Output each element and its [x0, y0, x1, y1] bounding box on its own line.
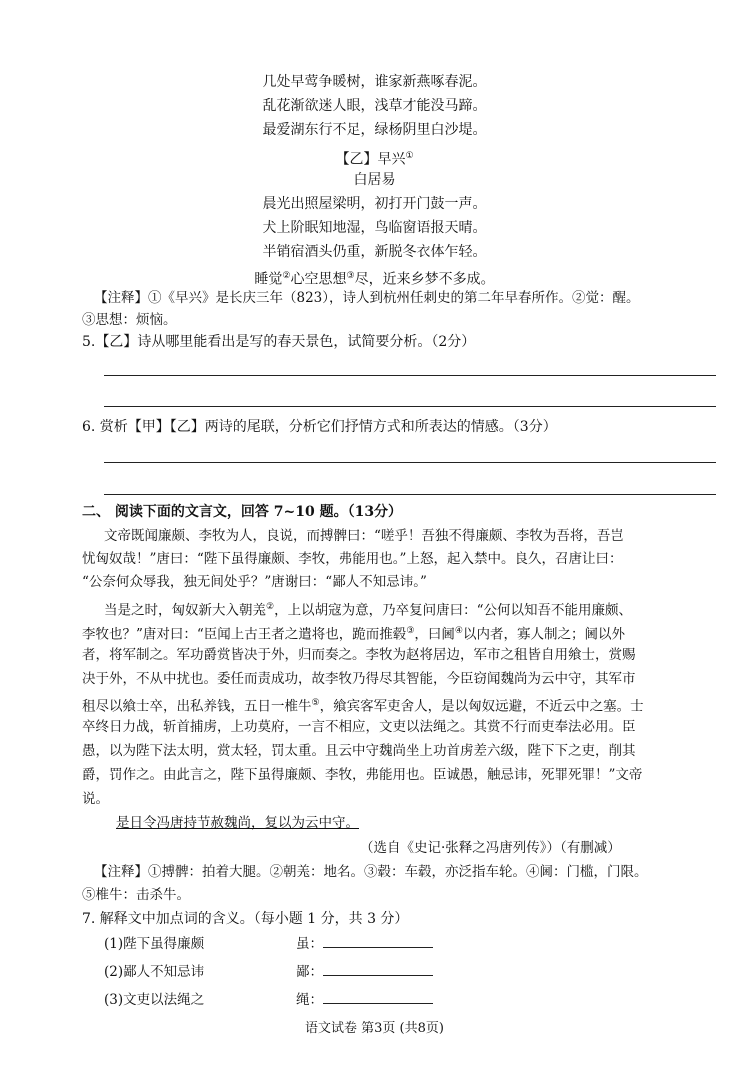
- passage-p2-line-2-note-3: ③: [406, 626, 415, 636]
- poem-jia-line-1: 几处早莺争暖树，谁家新燕啄春泥。: [262, 74, 487, 90]
- passage-p1-line-1: 文帝既闻廉颇、李牧为人，良说，而搏髀曰：“嗟乎！吾独不得廉颇、李牧为吾将，吾岂: [104, 528, 624, 544]
- passage-source: （选自《史记·张释之冯唐列传》）（有删减）: [360, 840, 621, 856]
- q7-item-3-answer: [296, 990, 433, 1010]
- q7-item-2-answer: [296, 962, 433, 982]
- q7-item-1-label: (1)陛下虽得廉颇: [104, 936, 205, 952]
- passage-p2-line-2-note-4: ④: [454, 626, 463, 636]
- passage-p2-line-2: [82, 621, 625, 645]
- poem-yi-line-3: 半销宿酒头仍重，新脱冬衣体乍轻。: [262, 244, 487, 260]
- q7-item-2-char: 鄙：: [296, 964, 323, 980]
- q6-answer-line-2[interactable]: [104, 494, 716, 495]
- note2-line-2: ⑤椎牛：击杀牛。: [82, 887, 190, 903]
- passage-p3-underlined: 是日令冯唐持节赦魏尚，复以为云中守。: [116, 815, 359, 831]
- poem-yi-line-4-c: 尽，近来乡梦不多成。: [354, 271, 495, 288]
- poem-yi-line-4-b: 心空思想: [290, 271, 347, 288]
- q7-item-3-label: (3)文吏以法绳之: [104, 992, 205, 1008]
- poem-yi-title: [0, 146, 749, 170]
- note1-line-1: 【注释】①《早兴》是长庆三年（823），诗人到杭州任刺史的第二年早春所作。②觉：醒。: [94, 290, 640, 306]
- poem-yi-line-4-note-2: ②: [282, 271, 291, 281]
- q6-answer-line-1[interactable]: [104, 462, 716, 463]
- passage-p2-line-5: [82, 693, 644, 717]
- passage-p2-line-5-b: ，飨宾客军吏舍人，是以匈奴远避，不近云中之塞。士: [319, 698, 644, 715]
- note1-line-2: ③思想：烦恼。: [82, 312, 177, 328]
- poem-yi-line-2: 犬上阶眠知地湿，鸟临窗语报天晴。: [262, 220, 487, 236]
- poem-yi-line-4-a: 睡觉: [254, 271, 283, 288]
- passage-p2-line-3: 者，将军制之。军功爵赏皆决于外，归而奏之。李牧为赵将居边，军市之租皆自用飨士，赏赐: [82, 647, 636, 663]
- passage-p2-line-1-a: 当是之时，匈奴新大入朝𦍑: [104, 602, 266, 619]
- passage-p2-line-2-b: ，曰阃: [414, 626, 455, 643]
- q7-item-1-char: 虽：: [296, 936, 323, 952]
- note2-line-1: 【注释】①搏髀：拍着大腿。②朝𦍑：地名。③毂：车毂，亦泛指车轮。④阃：门槛，门限。: [94, 864, 648, 880]
- passage-p2-line-1-note: ②: [266, 602, 275, 612]
- question-7: 7. 解释文中加点词的含义。（每小题 1 分，共 3 分）: [82, 911, 409, 927]
- passage-p2-line-2-a: 李牧也？”唐对曰：“臣闻上古王者之遣将也，跪而推毂: [82, 626, 407, 643]
- passage-p2-line-7: 愚，以为陛下法太明，赏太轻，罚太重。且云中守魏尚坐上功首虏差六级，陛下下之吏，削其: [82, 743, 636, 759]
- question-6: 6. 赏析【甲】【乙】两诗的尾联，分析它们抒情方式和所表达的情感。（3分）: [82, 419, 557, 435]
- q5-answer-line-2[interactable]: [104, 406, 716, 407]
- poem-jia-line-2: 乱花渐欲迷人眼，浅草才能没马蹄。: [262, 98, 487, 114]
- poem-yi-title-text: 【乙】早兴: [335, 151, 406, 168]
- passage-p2-line-6: 卒终日力战，斩首捕虏，上功莫府，一言不相应，文吏以法绳之。其赏不行而吏奉法必用。臣: [82, 719, 636, 735]
- q7-item-2-blank[interactable]: [323, 975, 433, 976]
- page-footer: 语文试卷 第3页 (共8页): [305, 1021, 444, 1036]
- passage-p2-line-1: [104, 597, 632, 621]
- poem-yi-title-note: ①: [405, 151, 414, 161]
- q7-item-3-blank[interactable]: [323, 1003, 433, 1004]
- poem-yi-author: 白居易: [353, 172, 396, 188]
- passage-p2-line-5-note: ⑤: [311, 698, 320, 708]
- q7-item-2-label: (2)鄙人不知忌讳: [104, 964, 205, 980]
- poem-yi-line-4-note-3: ③: [346, 271, 355, 281]
- q7-item-1-blank[interactable]: [323, 947, 433, 948]
- poem-jia-line-3: 最爱湖东行不足，绿杨阴里白沙堤。: [262, 122, 487, 138]
- passage-p2-line-4: 决于外，不从中扰也。委任而责成功，故李牧乃得尽其智能，今臣窃闻魏尚为云中守，其军市: [82, 671, 636, 687]
- passage-p2-line-9: 说。: [82, 791, 109, 807]
- passage-p1-line-3: “公奈何众辱我，独无间处乎？”唐谢曰：“鄙人不知忌讳。”: [82, 574, 427, 590]
- poem-yi-line-1: 晨光出照屋梁明，初打开门鼓一声。: [262, 196, 487, 212]
- q7-item-3-char: 绳：: [296, 992, 323, 1008]
- passage-p2-line-1-b: ，上以胡寇为意，乃卒复问唐曰：“公何以知吾不能用廉颇、: [274, 602, 632, 619]
- q5-answer-line-1[interactable]: [104, 375, 716, 376]
- passage-p1-line-2: 忧匈奴哉！”唐曰：“陛下虽得廉颇、李牧，弗能用也。”上怒，起入禁中。良久，召唐让曰：: [82, 551, 623, 567]
- q7-item-1-answer: [296, 934, 433, 954]
- question-5: 5.【乙】诗从哪里能看出是写的春天景色，试简要分析。（2分）: [82, 334, 476, 350]
- passage-p2-line-5-a: 租尽以飨士卒，出私养钱，五日一椎牛: [82, 698, 312, 715]
- passage-p2-line-8: 爵，罚作之。由此言之，陛下虽得廉颇、李牧，弗能用也。臣诚愚，触忌讳，死罪死罪！”文帝: [82, 767, 643, 783]
- section-2-heading: 二、 阅读下面的文言文，回答 7~10 题。（13分）: [82, 504, 403, 520]
- passage-p2-line-2-c: 以内者，寡人制之；阃以外: [462, 626, 625, 643]
- poem-yi-line-4: [0, 266, 749, 290]
